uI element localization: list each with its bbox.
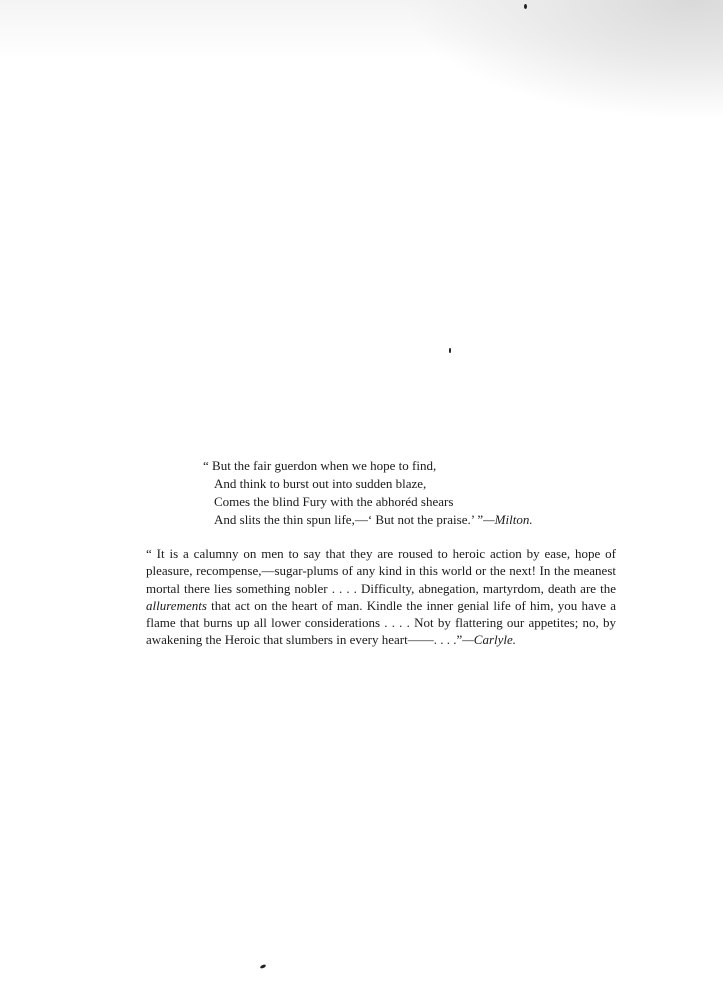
poem-line: “ But the fair guerdon when we hope to find,	[203, 458, 437, 473]
ink-speck	[449, 348, 451, 353]
bleed-through-subtitle	[170, 245, 177, 275]
carlyle-attribution: —Carlyle.	[462, 632, 517, 648]
poem-line-last	[203, 511, 533, 529]
carlyle-quotation	[146, 545, 616, 649]
bleed-through-title	[110, 150, 125, 208]
paper-stain	[403, 0, 723, 120]
carlyle-emphasis: allurements	[146, 597, 207, 613]
carlyle-text-part2: that act on the heart of man. Kindle the inner genial life of him, you have a flame that burns up all lower considerations . . . . Not by flattering our appetites; no, by awakening the Heroic that slumbers in every heart——. . . .”	[146, 597, 616, 648]
poem-line: And think to burst out into sudden blaze,	[214, 476, 427, 491]
poem-attribution: —Milton.	[483, 512, 533, 527]
poem-line-text: And slits the thin spun life,—‘ But not the praise.’ ”	[214, 512, 484, 527]
carlyle-paragraph	[146, 545, 616, 649]
ink-speck	[524, 4, 527, 9]
poem-line: Comes the blind Fury with the abhoréd shears	[214, 494, 454, 509]
milton-quotation	[203, 457, 533, 529]
bleed-through-line	[230, 320, 234, 338]
carlyle-text-part1: “ It is a calumny on men to say that they are roused to heroic action by ease, hope of pleasure, recompense,—sugar-plums of any kind in this world or the next! In the meanest mortal there lies something nobler . . . . Difficulty, abnegation, martyrdom, death are the	[146, 546, 616, 596]
ink-speck	[260, 964, 267, 969]
